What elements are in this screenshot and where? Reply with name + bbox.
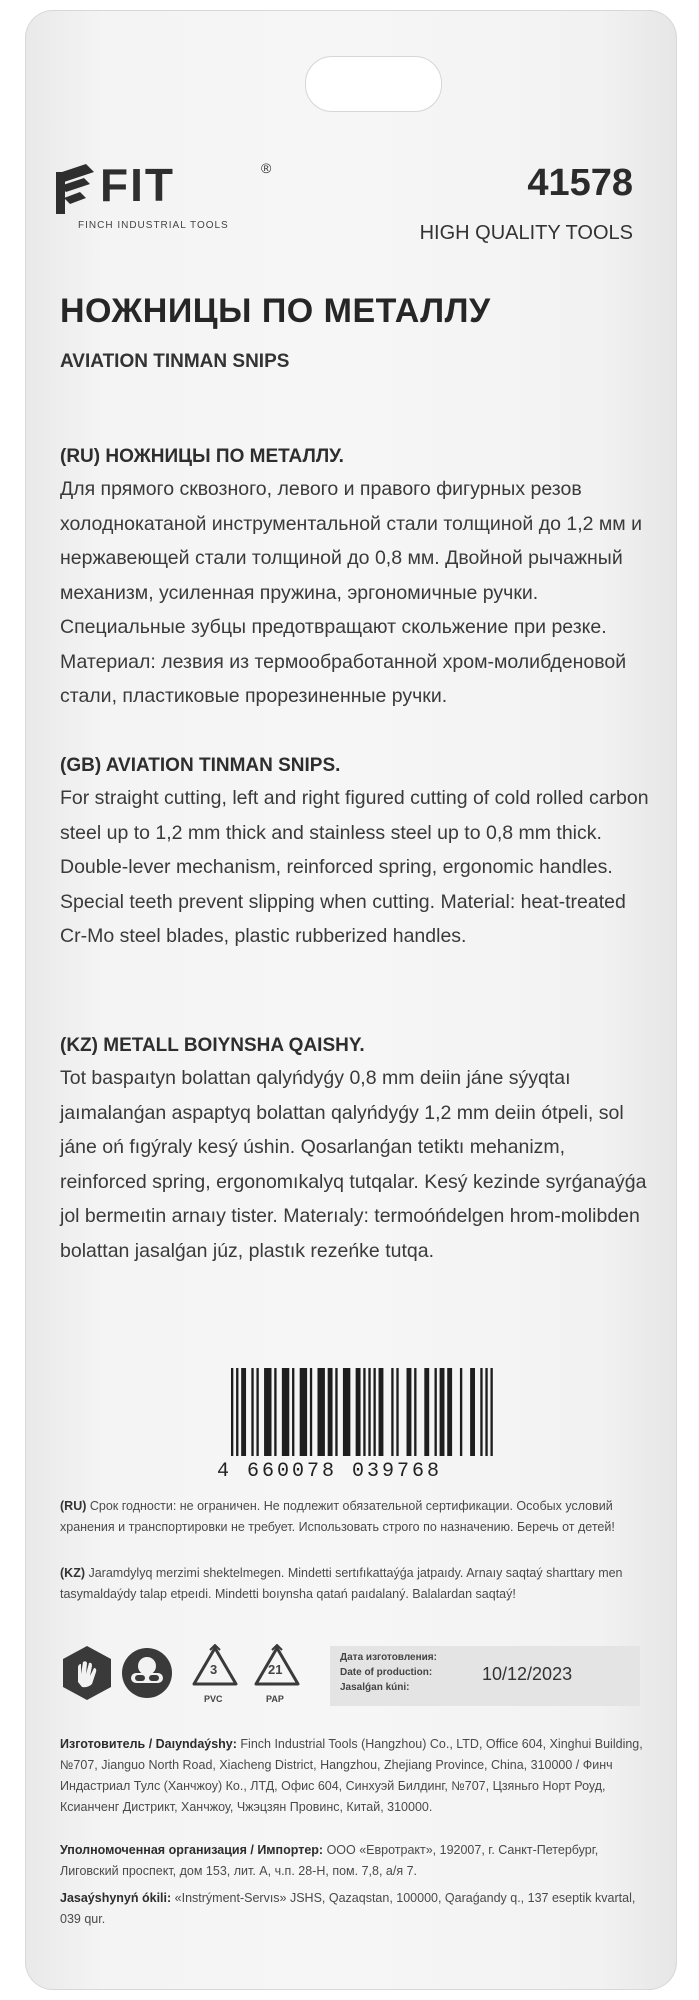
fit-logo: [56, 158, 276, 240]
section-kz: [60, 1035, 650, 1268]
barcode-bar: [300, 1368, 307, 1456]
barcode-bar: [317, 1368, 324, 1456]
symbols-row: [60, 1644, 360, 1714]
fit-logo-mark-icon: [56, 164, 98, 214]
barcode-bar: [379, 1368, 384, 1456]
barcode-bar: [396, 1368, 398, 1456]
section-gb-body: For straight cutting, left and right figured cutting of cold rolled carbon steel up to 1,2 mm thick and stainless steel up to 0,8 mm thick. Double-lever mechanism, reinforced spring, ergonomic handles. Special teeth prevent slipping when cutting. Material: heat-treated Cr-Mo steel blades, plastic rubberized handles.: [60, 787, 649, 947]
barcode-bar: [363, 1368, 365, 1456]
barcode-bar: [368, 1368, 370, 1456]
production-date-labels: [340, 1650, 437, 1695]
note-ru-label: (RU): [60, 1499, 87, 1513]
barcode-bar: [407, 1368, 412, 1456]
importer-text: ООО «Евротракт», 192007, г. Санкт-Петербург, Лиговский проспект, дом 153, лит. А, ч.п. 28-Н, пом. 7,8, а/я 7.: [60, 1843, 599, 1878]
importer-label: Уполномоченная организация / Импортер:: [60, 1843, 324, 1857]
section-ru: [60, 446, 650, 714]
barcode-bar: [310, 1368, 312, 1456]
barcode-bar: [335, 1368, 337, 1456]
barcode: [217, 1368, 507, 1483]
barcode-bar: [282, 1368, 289, 1456]
kz-representative-text: «Instrýment-Servıs» JSHS, Qazaqstan, 100000, Qaraǵandy q., 137 eseptik kvartal, 039 qur.: [60, 1891, 636, 1926]
manufacturer-text: Finch Industrial Tools (Hangzhou) Co., LTD, Office 604, Xinghui Building, №707, Jianguo North Road, Xiacheng District, Hangzhou, Zhejiang Province, China, 310000 / Финч Индастриал Тулс (Ханчжоу) Ко., ЛТД, Офис 604, Синхуэй Билдинг, №707, Цзяньго Норт Роуд, Ксианченг Дистрикт, Ханчжоу, Чжэцзян Провинс, Китай, 310000.: [60, 1737, 643, 1814]
barcode-bar: [485, 1368, 487, 1456]
barcode-bar: [490, 1368, 492, 1456]
barcode-digits: 4 660078 039768: [217, 1460, 443, 1483]
recycle-pap-label: PAP: [266, 1694, 284, 1704]
barcode-bar: [292, 1368, 294, 1456]
importer-info: [60, 1840, 650, 1882]
kz-representative-label: Jasaýshynyń ókili:: [60, 1891, 172, 1905]
section-ru-body: Для прямого сквозного, левого и правого фигурных резов холоднокатаной инструментальной стали толщиной до 1,2 мм и нержавеющей стали толщиной до 0,8 мм. Двойной рычажный механизм, усиленная пружина, эргономичные ручки. Специальные зубцы предотвращают скольжение при резке. Материал: лезвия из термообработанной хром-молибденовой стали, пластиковые прорезиненные ручки.: [60, 478, 643, 707]
production-date-value: 10/12/2023: [482, 1664, 573, 1684]
hand-protection-icon: [60, 1644, 114, 1702]
barcode-bar: [435, 1368, 437, 1456]
recycle-pvc-label: PVC: [204, 1694, 223, 1704]
production-date-block: [330, 1646, 640, 1706]
barcode-bar: [241, 1368, 246, 1456]
manufacturer-label: Изготовитель / Daıyndaýshy:: [60, 1737, 237, 1751]
recycle-pvc-number: 3: [210, 1662, 218, 1677]
production-label-en: Date of production:: [340, 1667, 433, 1678]
barcode-bar: [256, 1368, 258, 1456]
note-ru-text: Срок годности: не ограничен. Не подлежит обязательной сертификации. Особых условий хранения и транспортировки не требует. Использовать строго по назначению. Беречь от детей!: [60, 1499, 615, 1534]
product-title-en: AVIATION TINMAN SNIPS: [60, 351, 290, 372]
barcode-bar: [447, 1368, 452, 1456]
barcode-bars: [231, 1368, 493, 1456]
barcode-bar: [470, 1368, 475, 1456]
product-title-ru: НОЖНИЦЫ ПО МЕТАЛЛУ: [60, 292, 491, 330]
note-kz-text: Jaramdylyq merzimi shektelmegen. Mindetti sertıfıkattaýǵa jatpaıdy. Arnaıy saqtaý sharttary men tasymaldaýdy talap etpeıdi. Mindetti boıynsha qatań paıdalaný. Balalardan saqtaý!: [60, 1566, 623, 1601]
logo-subtitle: FINCH INDUSTRIAL TOOLS: [78, 220, 229, 231]
barcode-bar: [424, 1368, 429, 1456]
registered-mark: ®: [261, 160, 272, 176]
kz-representative-info: [60, 1888, 650, 1930]
hang-hole: [305, 56, 442, 112]
barcode-bar: [480, 1368, 482, 1456]
barcode-bar: [460, 1368, 462, 1456]
section-gb: [60, 755, 650, 954]
note-kz: [60, 1563, 650, 1605]
barcode-bar: [264, 1368, 271, 1456]
barcode-bar: [231, 1368, 233, 1456]
barcode-bar: [251, 1368, 253, 1456]
recycle-pap-number: 21: [268, 1662, 283, 1677]
barcode-bar: [440, 1368, 445, 1456]
tagline: HIGH QUALITY TOOLS: [419, 222, 633, 244]
barcode-bar: [343, 1368, 350, 1456]
barcode-bar: [356, 1368, 361, 1456]
barcode-bar: [274, 1368, 276, 1456]
barcode-bar: [414, 1368, 416, 1456]
note-kz-label: (KZ): [60, 1566, 85, 1580]
manufacturer-info: [60, 1734, 650, 1818]
note-ru: [60, 1496, 650, 1538]
barcode-bar: [328, 1368, 333, 1456]
section-gb-heading: (GB) AVIATION TINMAN SNIPS.: [60, 755, 341, 776]
article-number: 41578: [527, 162, 633, 204]
section-ru-heading: (RU) НОЖНИЦЫ ПО МЕТАЛЛУ.: [60, 446, 344, 467]
barcode-bar: [391, 1368, 393, 1456]
barcode-bar: [373, 1368, 375, 1456]
logo-wordmark: FIT: [100, 159, 175, 211]
production-label-ru: Дата изготовления:: [340, 1652, 437, 1663]
goggles-icon: [120, 1644, 174, 1702]
section-kz-body: Tot baspaıtyn bolattan qalyńdyǵy 0,8 mm deiin jáne sýyqtaı jaımalanǵan aspaptyq bolattan qalyńdyǵy 1,2 mm deiin ótpeli, sol jáne oń fıgýraly kesý úshin. Qosarlanǵan tetiktı mehanizm, reinforced spring, ergonomıkalyq tutqalar. Kesý kezinde syrǵanaýǵa jol bermeıtin arnaıy tister. Materıaly: termoóńdelgen hrom-molibden bolattan jasalǵan júz, plastık rezeńke tutqa.: [60, 1067, 647, 1262]
production-label-kz: Jasalǵan kúni:: [340, 1682, 410, 1693]
barcode-bar: [236, 1368, 238, 1456]
section-kz-heading: (KZ) METALL BOIYNSHA QAISHY.: [60, 1035, 365, 1056]
